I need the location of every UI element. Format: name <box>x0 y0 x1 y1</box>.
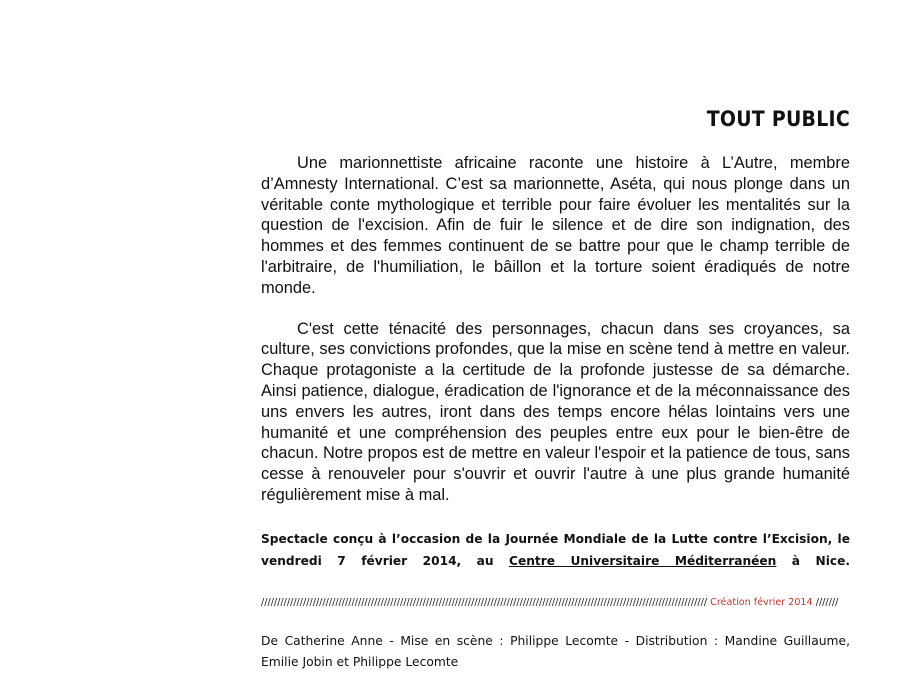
slash-divider-right: /////// <box>812 596 839 608</box>
page-content <box>261 103 850 673</box>
occasion-text: Spectacle conçu à l’occasion de la Journée Mondiale de la Lutte contre l’Excision, le vendredi 7 février 2014, au <box>261 531 850 568</box>
occasion-note <box>261 528 850 572</box>
creation-date: Création février 2014 <box>710 596 813 608</box>
credits: De Catherine Anne - Mise en scène : Philippe Lecomte - Distribution : Mandine Guillaume, Emilie Jobin et Philippe Lecomte <box>261 633 850 669</box>
centre-universitaire-link[interactable]: Centre Universitaire Méditerranéen <box>509 553 777 568</box>
occasion-text-end: à Nice. <box>776 553 850 568</box>
synopsis-paragraph-2: C'est cette ténacité des personnages, chacun dans ses croyances, sa culture, ses convictions profondes, que la mise en scène tend à mettre en valeur. Chaque protagoniste a la certitude de la profonde justesse de sa démarche. Ainsi patience, dialogue, éradication de l'ignorance et de la méconnaissance des uns envers les autres, iront dans des temps encore hélas lointains vers une humanité et une compréhension des peuples entre eux pour le bien-être de chacun. Notre propos est de mettre en valeur l'espoir et la patience de tous, sans cesse à renouveler pour s'ouvrir et ouvrir l'autre à une plus grande humanité régulièrement mise à mal. <box>261 319 850 504</box>
slash-divider-left: ////////////////////////////////////////////////////////////////////////////////////////////////////////////////////////////////////////// <box>261 596 708 608</box>
page-title: TOUT PUBLIC <box>706 107 850 131</box>
synopsis-paragraph-1: Une marionnettiste africaine raconte une histoire à L’Autre, membre d’Amnesty International. C’est sa marionnette, Aséta, qui nous plonge dans un véritable conte mythologique et terrible pour faire évoluer les mentalités sur la question de l'excision. Afin de fuir le silence et de dire son indignation, des hommes et des femmes continuent de se battre pour que le champ terrible de l'arbitraire, de l'humiliation, le bâillon et la torture soient éradiqués de notre monde. <box>261 154 850 297</box>
slash-divider <box>261 596 850 610</box>
